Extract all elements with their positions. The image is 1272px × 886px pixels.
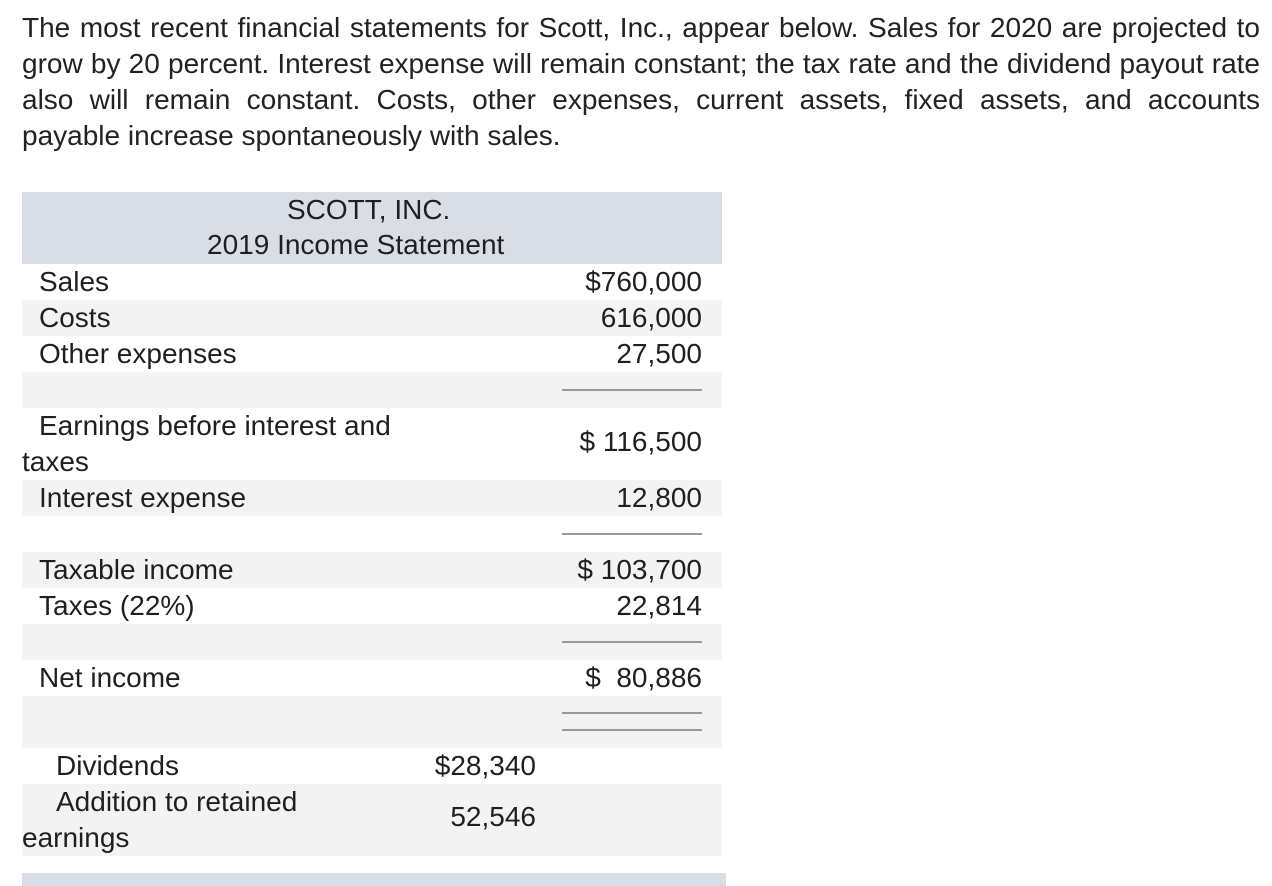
row-value: 27,500 bbox=[616, 338, 702, 369]
row-label: Costs bbox=[39, 302, 111, 333]
row-taxes bbox=[22, 588, 722, 624]
row-label: Sales bbox=[39, 266, 110, 297]
row-label: Dividends bbox=[56, 750, 179, 781]
row-taxable-income bbox=[22, 552, 722, 588]
income-statement-table bbox=[22, 192, 722, 856]
row-label: Taxes (22%) bbox=[39, 590, 195, 621]
row-value: $ 116,500 bbox=[579, 426, 702, 457]
subtotal-rule bbox=[562, 533, 702, 535]
row-value: 52,546 bbox=[450, 801, 536, 832]
table-bottom-bar bbox=[22, 873, 726, 886]
row-value: $28,340 bbox=[434, 750, 536, 781]
row-value: $760,000 bbox=[585, 266, 702, 297]
spacer-row bbox=[22, 372, 722, 408]
row-value: $ 80,886 bbox=[585, 662, 702, 693]
subtotal-rule bbox=[562, 641, 702, 643]
company-name: SCOTT, INC. bbox=[287, 194, 451, 225]
row-ebit bbox=[22, 408, 722, 480]
statement-title: 2019 Income Statement bbox=[207, 229, 505, 260]
row-costs bbox=[22, 300, 722, 336]
row-dividends bbox=[22, 748, 722, 784]
spacer-row bbox=[22, 516, 722, 552]
double-rule-top bbox=[562, 712, 702, 714]
row-addition-to-retained-earnings bbox=[22, 784, 722, 856]
subtotal-rule bbox=[562, 389, 702, 391]
spacer-row bbox=[22, 624, 722, 660]
row-label: Interest expense bbox=[39, 482, 247, 513]
row-other-expenses bbox=[22, 336, 722, 372]
row-label: Other expenses bbox=[39, 338, 237, 369]
row-value: 22,814 bbox=[616, 590, 702, 621]
double-rule-bottom bbox=[562, 729, 702, 731]
row-interest bbox=[22, 480, 722, 516]
statement-header bbox=[22, 192, 722, 264]
row-net-income bbox=[22, 660, 722, 696]
row-label: Earnings before interest and taxes bbox=[22, 410, 391, 477]
row-value: $ 103,700 bbox=[577, 554, 702, 585]
problem-intro: The most recent financial statements for Scott, Inc., appear below. Sales for 2020 are projected to grow by 20 percent. Interest expense will remain constant; the tax rate and the dividend payout rate also will remain constant. Costs, other expenses, current assets, fixed assets, and accounts payable increase spontaneously with sales. bbox=[22, 12, 1260, 151]
row-label: Addition to retained earnings bbox=[22, 786, 298, 853]
row-label: Taxable income bbox=[39, 554, 234, 585]
row-value: 616,000 bbox=[600, 302, 702, 333]
row-label: Net income bbox=[39, 662, 181, 693]
row-sales bbox=[22, 264, 722, 300]
row-value: 12,800 bbox=[616, 482, 702, 513]
spacer-row bbox=[22, 696, 722, 748]
